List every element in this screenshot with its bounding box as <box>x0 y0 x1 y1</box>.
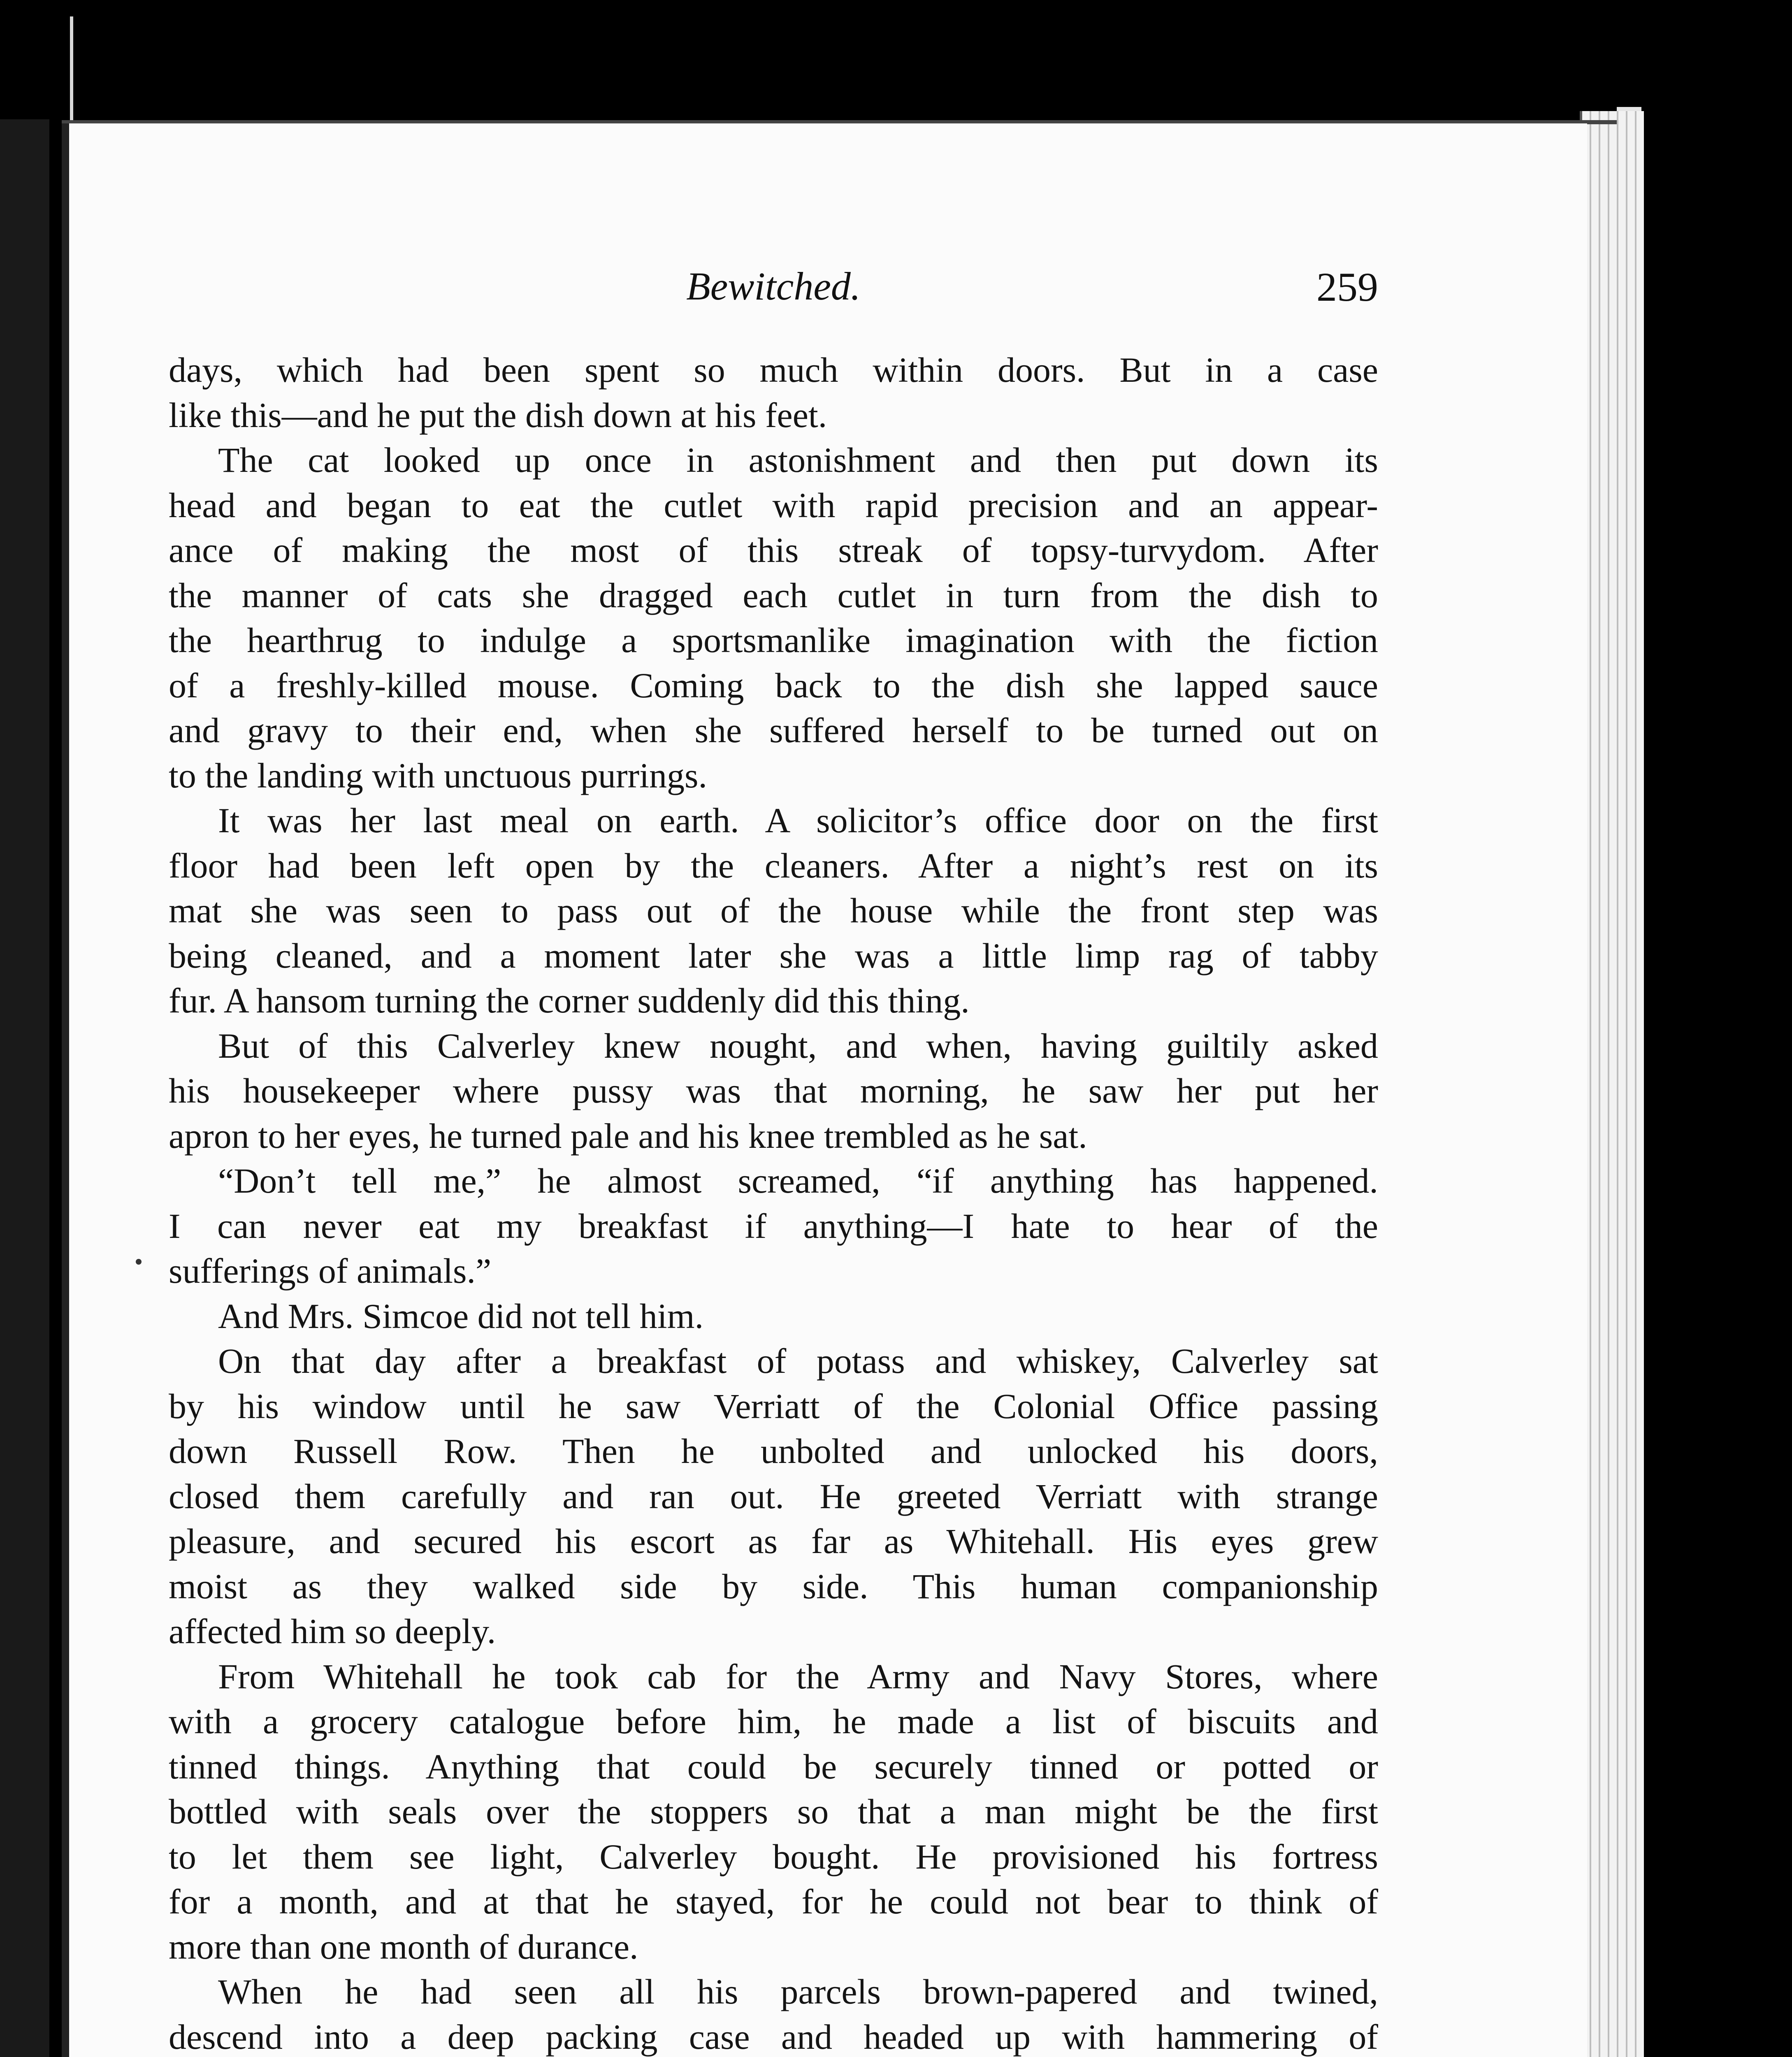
page-header <box>169 263 1378 317</box>
text-line: moist as they walked side by side. This human companionship <box>169 1566 1378 1606</box>
stray-mark <box>136 1259 142 1265</box>
text-line: head and began to eat the cutlet with rapid precision and an appear- <box>169 485 1378 525</box>
text-line: pleasure, and secured his escort as far as Whitehall. His eyes grew <box>169 1521 1378 1561</box>
text-line: with a grocery catalogue before him, he made a list of biscuits and <box>169 1702 1378 1741</box>
text-line: sufferings of animals.” <box>169 1251 492 1291</box>
text-line: down Russell Row. Then he unbolted and unlocked his doors, <box>169 1431 1378 1471</box>
text-line: On that day after a breakfast of potass and whiskey, Calverley sat <box>218 1341 1378 1381</box>
body-text <box>169 348 1378 2057</box>
text-line: his housekeeper where pussy was that morning, he saw her put her <box>169 1071 1378 1110</box>
text-line: descend into a deep packing case and headed up with hammering of <box>169 2017 1378 2057</box>
text-line: tinned things. Anything that could be securely tinned or potted or <box>169 1746 1378 1786</box>
text-line: closed them carefully and ran out. He greeted Verriatt with strange <box>169 1476 1378 1516</box>
running-title: Bewitched. <box>686 264 861 308</box>
text-line: and gravy to their end, when she suffered herself to be turned out on <box>169 710 1378 750</box>
text-line: ance of making the most of this streak of topsy-turvydom. After <box>169 530 1378 570</box>
text-line: to let them see light, Calverley bought. He provisioned his fortress <box>169 1836 1378 1876</box>
text-line: I can never eat my breakfast if anything—I hate to hear of the <box>169 1206 1378 1246</box>
text-line: more than one month of durance. <box>169 1927 638 1966</box>
text-line: of a freshly-killed mouse. Coming back to the dish she lapped sauce <box>169 665 1378 705</box>
text-line: days, which had been spent so much within doors. But in a case <box>169 350 1378 390</box>
text-line: From Whitehall he took cab for the Army and Navy Stores, where <box>218 1656 1378 1696</box>
text-line: by his window until he saw Verriatt of the Colonial Office passing <box>169 1386 1378 1426</box>
text-line: the manner of cats she dragged each cutlet in turn from the dish to <box>169 575 1378 615</box>
text-line: When he had seen all his parcels brown-papered and twined, <box>218 1972 1378 2011</box>
text-line: But of this Calverley knew nought, and when, having guiltily asked <box>218 1026 1378 1066</box>
text-line: floor had been left open by the cleaners. After a night’s rest on its <box>169 845 1378 885</box>
text-line: being cleaned, and a moment later she was a little limp rag of tabby <box>169 936 1378 975</box>
text-line: And Mrs. Simcoe did not tell him. <box>218 1296 704 1336</box>
text-line: to the landing with unctuous purrings. <box>169 755 707 795</box>
text-line: mat she was seen to pass out of the house while the front step was <box>169 891 1378 930</box>
text-line: the hearthrug to indulge a sportsmanlike imagination with the fiction <box>169 620 1378 660</box>
text-line: “Don’t tell me,” he almost screamed, “if anything has happened. <box>218 1161 1378 1200</box>
page-number: 259 <box>1316 264 1378 310</box>
text-line: The cat looked up once in astonishment and then put down its <box>218 440 1378 480</box>
text-line: affected him so deeply. <box>169 1611 496 1651</box>
text-line: bottled with seals over the stoppers so that a man might be the first <box>169 1792 1378 1831</box>
text-line: fur. A hansom turning the corner suddenly did this thing. <box>169 981 970 1020</box>
text-line: like this—and he put the dish down at his feet. <box>169 395 827 435</box>
page-stack-edges <box>1580 111 1644 2057</box>
left-page-edge <box>0 119 49 2057</box>
text-line: It was her last meal on earth. A solicitor’s office door on the first <box>218 801 1378 840</box>
text-line: for a month, and at that he stayed, for he could not bear to think of <box>169 1882 1378 1921</box>
text-line: apron to her eyes, he turned pale and his knee trembled as he sat. <box>169 1116 1087 1156</box>
